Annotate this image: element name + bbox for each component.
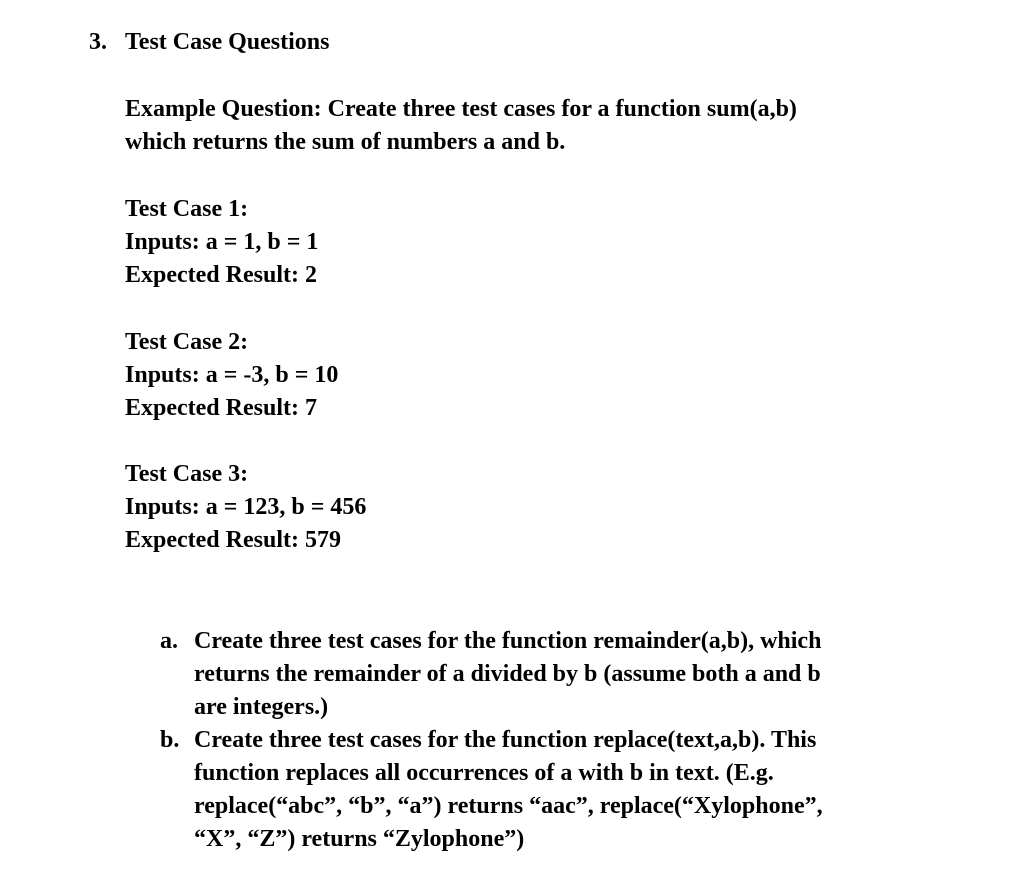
question-line: Create three test cases for the function replace(text,a,b). This [194, 727, 817, 753]
section-title: Test Case Questions [125, 29, 330, 55]
test-case-title: Test Case 2: [125, 329, 249, 355]
test-case-inputs: Inputs: a = 1, b = 1 [125, 229, 319, 255]
example-question-line: Example Question: Create three test cases for a function sum(a,b) [125, 96, 797, 122]
question-line: returns the remainder of a divided by b (assume both a and b [194, 661, 821, 687]
test-case-inputs: Inputs: a = -3, b = 10 [125, 362, 339, 388]
test-case-expected: Expected Result: 579 [125, 527, 341, 553]
question-item-a [160, 625, 920, 724]
test-case-1 [125, 193, 725, 292]
section-heading [89, 26, 329, 59]
question-marker: b. [160, 727, 180, 753]
test-case-expected: Expected Result: 7 [125, 395, 317, 421]
question-line: function replaces all occurrences of a with b in text. (E.g. [194, 760, 774, 786]
question-line: Create three test cases for the function remainder(a,b), which [194, 628, 822, 654]
question-marker: a. [160, 628, 178, 654]
question-line: “X”, “Z”) returns “Zylophone”) [194, 826, 525, 852]
question-list [160, 625, 920, 856]
question-line: replace(“abc”, “b”, “a”) returns “aac”, replace(“Xylophone”, [194, 793, 823, 819]
test-case-2 [125, 326, 725, 425]
section-number: 3. [89, 29, 107, 55]
test-case-3 [125, 458, 725, 557]
question-line: are integers.) [194, 694, 329, 720]
test-case-title: Test Case 1: [125, 196, 249, 222]
test-case-expected: Expected Result: 2 [125, 262, 317, 288]
test-case-inputs: Inputs: a = 123, b = 456 [125, 494, 367, 520]
example-question-line: which returns the sum of numbers a and b. [125, 129, 566, 155]
example-question [125, 93, 925, 159]
question-item-b [160, 724, 920, 856]
test-case-title: Test Case 3: [125, 461, 249, 487]
